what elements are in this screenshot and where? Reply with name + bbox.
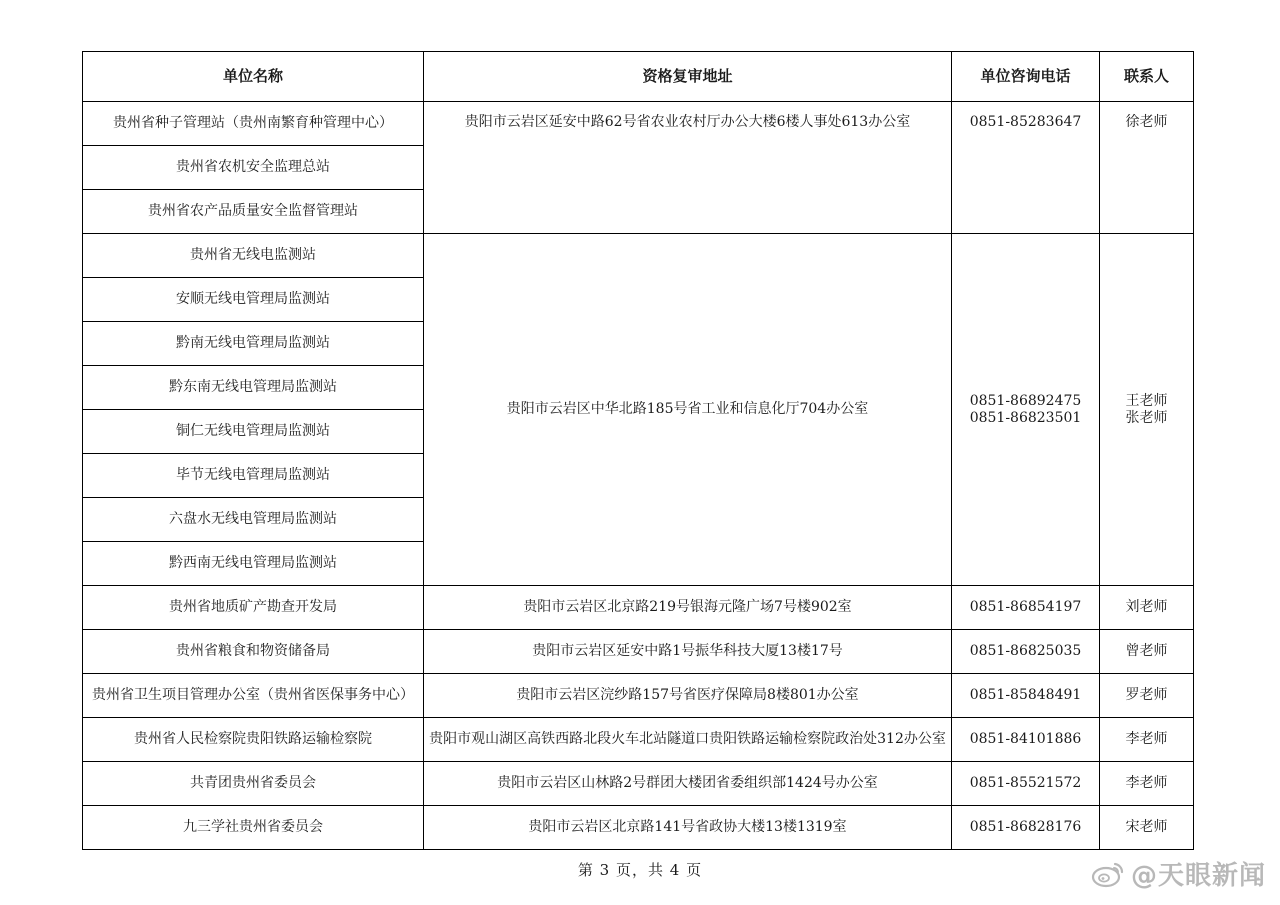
contact-cell [1100, 234, 1194, 586]
document-sheet [82, 51, 1193, 850]
phone-cell: 0851-86828176 [952, 806, 1100, 850]
table-row [83, 718, 1194, 762]
contact-cell: 宋老师 [1100, 806, 1194, 850]
unit-name-cell: 共青团贵州省委员会 [83, 762, 424, 806]
contact-cell: 李老师 [1100, 718, 1194, 762]
watermark-text: @天眼新闻 [1130, 861, 1266, 891]
contact-cell: 曾老师 [1100, 630, 1194, 674]
review-address-table [82, 51, 1194, 850]
contact-cell: 徐老师 [1100, 102, 1194, 234]
unit-name-cell: 安顺无线电管理局监测站 [83, 278, 424, 322]
phone-cell: 0851-84101886 [952, 718, 1100, 762]
unit-name-cell: 贵州省农机安全监理总站 [83, 146, 424, 190]
phone-cell: 0851-85848491 [952, 674, 1100, 718]
header-contact: 联系人 [1100, 52, 1194, 102]
unit-name-cell: 贵州省地质矿产勘查开发局 [83, 586, 424, 630]
unit-name-cell: 贵州省卫生项目管理办公室（贵州省医保事务中心） [83, 674, 424, 718]
review-address-cell: 贵阳市云岩区北京路141号省政协大楼13楼1319室 [424, 806, 952, 850]
unit-name-cell: 六盘水无线电管理局监测站 [83, 498, 424, 542]
unit-name-cell: 黔西南无线电管理局监测站 [83, 542, 424, 586]
table-row [83, 234, 1194, 278]
unit-name-cell: 贵州省粮食和物资储备局 [83, 630, 424, 674]
unit-name-cell: 贵州省人民检察院贵阳铁路运输检察院 [83, 718, 424, 762]
table-row [83, 102, 1194, 146]
weibo-icon [1091, 860, 1125, 888]
phone-line: 0851-86892475 [969, 392, 1082, 409]
source-watermark [1091, 855, 1266, 892]
review-address-cell: 贵阳市云岩区延安中路62号省农业农村厅办公大楼6楼人事处613办公室 [424, 102, 952, 234]
unit-name-cell: 毕节无线电管理局监测站 [83, 454, 424, 498]
contact-cell: 罗老师 [1100, 674, 1194, 718]
review-address-cell: 贵阳市云岩区山林路2号群团大楼团省委组织部1424号办公室 [424, 762, 952, 806]
contact-cell: 李老师 [1100, 762, 1194, 806]
contact-line: 张老师 [1125, 409, 1168, 426]
page-number-footer: 第 3 页，共 4 页 [577, 861, 703, 879]
header-unit-name: 单位名称 [83, 52, 424, 102]
table-row [83, 630, 1194, 674]
contact-cell: 刘老师 [1100, 586, 1194, 630]
unit-name-cell: 贵州省农产品质量安全监督管理站 [83, 190, 424, 234]
header-review-address: 资格复审地址 [424, 52, 952, 102]
review-address-cell: 贵阳市云岩区浣纱路157号省医疗保障局8楼801办公室 [424, 674, 952, 718]
unit-name-cell: 黔东南无线电管理局监测站 [83, 366, 424, 410]
review-address-cell: 贵阳市云岩区中华北路185号省工业和信息化厅704办公室 [424, 234, 952, 586]
table-header-row [83, 52, 1194, 102]
unit-name-cell: 黔南无线电管理局监测站 [83, 322, 424, 366]
phone-cell: 0851-85283647 [952, 102, 1100, 234]
unit-name-cell: 贵州省种子管理站（贵州南繁育种管理中心） [83, 102, 424, 146]
contact-line: 王老师 [1125, 392, 1168, 409]
phone-cell: 0851-86854197 [952, 586, 1100, 630]
unit-name-cell: 贵州省无线电监测站 [83, 234, 424, 278]
header-phone: 单位咨询电话 [952, 52, 1100, 102]
table-row [83, 586, 1194, 630]
phone-cell: 0851-85521572 [952, 762, 1100, 806]
phone-cell: 0851-86825035 [952, 630, 1100, 674]
table-row [83, 806, 1194, 850]
unit-name-cell: 九三学社贵州省委员会 [83, 806, 424, 850]
review-address-cell: 贵阳市云岩区北京路219号银海元隆广场7号楼902室 [424, 586, 952, 630]
review-address-cell: 贵阳市观山湖区高铁西路北段火车北站隧道口贵阳铁路运输检察院政治处312办公室 [424, 718, 952, 762]
phone-line: 0851-86823501 [969, 409, 1082, 426]
table-row [83, 762, 1194, 806]
unit-name-cell: 铜仁无线电管理局监测站 [83, 410, 424, 454]
phone-cell [952, 234, 1100, 586]
review-address-cell: 贵阳市云岩区延安中路1号振华科技大厦13楼17号 [424, 630, 952, 674]
table-row [83, 674, 1194, 718]
